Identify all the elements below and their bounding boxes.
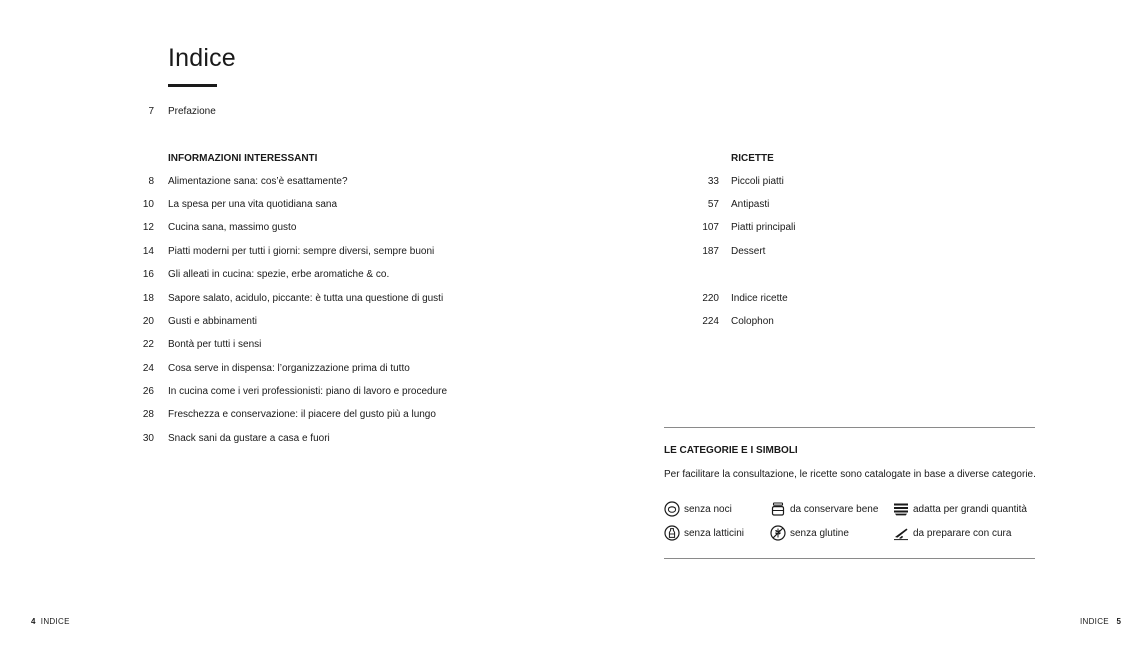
gluten-free-icon xyxy=(770,525,786,541)
toc-entry-label: Snack sani da gustare a casa e fuori xyxy=(168,433,330,444)
toc-page-number: 8 xyxy=(148,176,154,187)
footer-left xyxy=(31,617,70,626)
large-batch-icon xyxy=(893,501,909,517)
toc-page-number: 220 xyxy=(702,293,719,304)
toc-page-number: 7 xyxy=(148,106,154,117)
toc-page-number: 187 xyxy=(702,246,719,257)
dairy-free-icon xyxy=(664,525,680,541)
page-number-right: 5 xyxy=(1116,617,1122,626)
toc-entry-label: Antipasti xyxy=(731,199,770,210)
toc-entry-label: Alimentazione sana: cos’è esattamente? xyxy=(168,176,348,187)
legend-item-careful-prep xyxy=(893,524,1011,542)
toc-page-number: 26 xyxy=(142,386,154,397)
toc-page-number: 57 xyxy=(707,199,719,210)
toc-entry-label: Cucina sana, massimo gusto xyxy=(168,222,297,233)
title-underline xyxy=(168,84,217,87)
legend-intro: Per facilitare la consultazione, le ricette sono catalogate in base a diverse categorie. xyxy=(664,469,1036,480)
toc-entry-label: In cucina come i veri professionisti: piano di lavoro e procedure xyxy=(168,386,448,397)
legend-item-gluten-free xyxy=(770,524,849,542)
toc-page-number: 14 xyxy=(142,246,154,257)
toc-entry-label: Sapore salato, acidulo, piccante: è tutta una questione di gusti xyxy=(168,293,444,304)
toc-entry-label: Gusti e abbinamenti xyxy=(168,316,257,327)
toc-page-number: 16 xyxy=(142,269,154,280)
legend-item-dairy-free xyxy=(664,524,744,542)
legend-label: senza latticini xyxy=(684,527,745,539)
legend-bottom-rule xyxy=(664,558,1035,559)
legend-heading: LE CATEGORIE E I SIMBOLI xyxy=(664,445,798,456)
toc-page-number: 30 xyxy=(142,433,154,444)
nut-free-icon xyxy=(664,501,680,517)
section-heading-recipes: RICETTE xyxy=(731,153,774,164)
legend-label: da preparare con cura xyxy=(913,527,1012,539)
storable-icon xyxy=(770,501,786,517)
legend-top-rule xyxy=(664,427,1035,428)
toc-entry-label: La spesa per una vita quotidiana sana xyxy=(168,199,338,210)
legend-label: adatta per grandi quantità xyxy=(913,503,1027,515)
running-footer-right: INDICE xyxy=(1080,617,1109,626)
legend-label: senza glutine xyxy=(790,527,849,539)
toc-entry-label: Piccoli piatti xyxy=(731,176,784,187)
running-footer-left: INDICE xyxy=(40,617,70,626)
toc-page-number: 12 xyxy=(142,222,154,233)
page-title: Indice xyxy=(168,44,236,72)
careful-prep-icon xyxy=(893,525,909,541)
toc-entry-label: Colophon xyxy=(731,316,774,327)
toc-page-number: 28 xyxy=(142,409,154,420)
toc-page-number: 107 xyxy=(702,222,719,233)
toc-page-number: 18 xyxy=(142,293,154,304)
toc-entry-label: Cosa serve in dispensa: l’organizzazione prima di tutto xyxy=(168,363,410,374)
toc-entry-label: Gli alleati in cucina: spezie, erbe aromatiche & co. xyxy=(168,269,390,280)
footer-right xyxy=(1080,617,1121,626)
toc-page-number: 20 xyxy=(142,316,154,327)
toc-page-number: 224 xyxy=(702,316,719,327)
toc-page-number: 10 xyxy=(142,199,154,210)
legend-item-large-batch xyxy=(893,500,1027,518)
legend-item-storable xyxy=(770,500,878,518)
legend-item-nut-free xyxy=(664,500,732,518)
toc-entry-label: Piatti moderni per tutti i giorni: sempre diversi, sempre buoni xyxy=(168,246,435,257)
toc-entry-label: Freschezza e conservazione: il piacere del gusto più a lungo xyxy=(168,409,436,420)
section-heading-info: INFORMAZIONI INTERESSANTI xyxy=(168,153,318,164)
legend-label: senza noci xyxy=(684,503,732,515)
toc-entry-label: Prefazione xyxy=(168,106,216,117)
legend-label: da conservare bene xyxy=(790,503,879,515)
page-number-left: 4 xyxy=(31,617,36,626)
toc-entry-label: Piatti principali xyxy=(731,222,796,233)
toc-page-number: 22 xyxy=(142,339,154,350)
toc-entry-label: Bontà per tutti i sensi xyxy=(168,339,262,350)
toc-page-number: 24 xyxy=(142,363,154,374)
toc-page-number: 33 xyxy=(707,176,719,187)
toc-entry-label: Dessert xyxy=(731,246,766,257)
toc-entry-label: Indice ricette xyxy=(731,293,788,304)
